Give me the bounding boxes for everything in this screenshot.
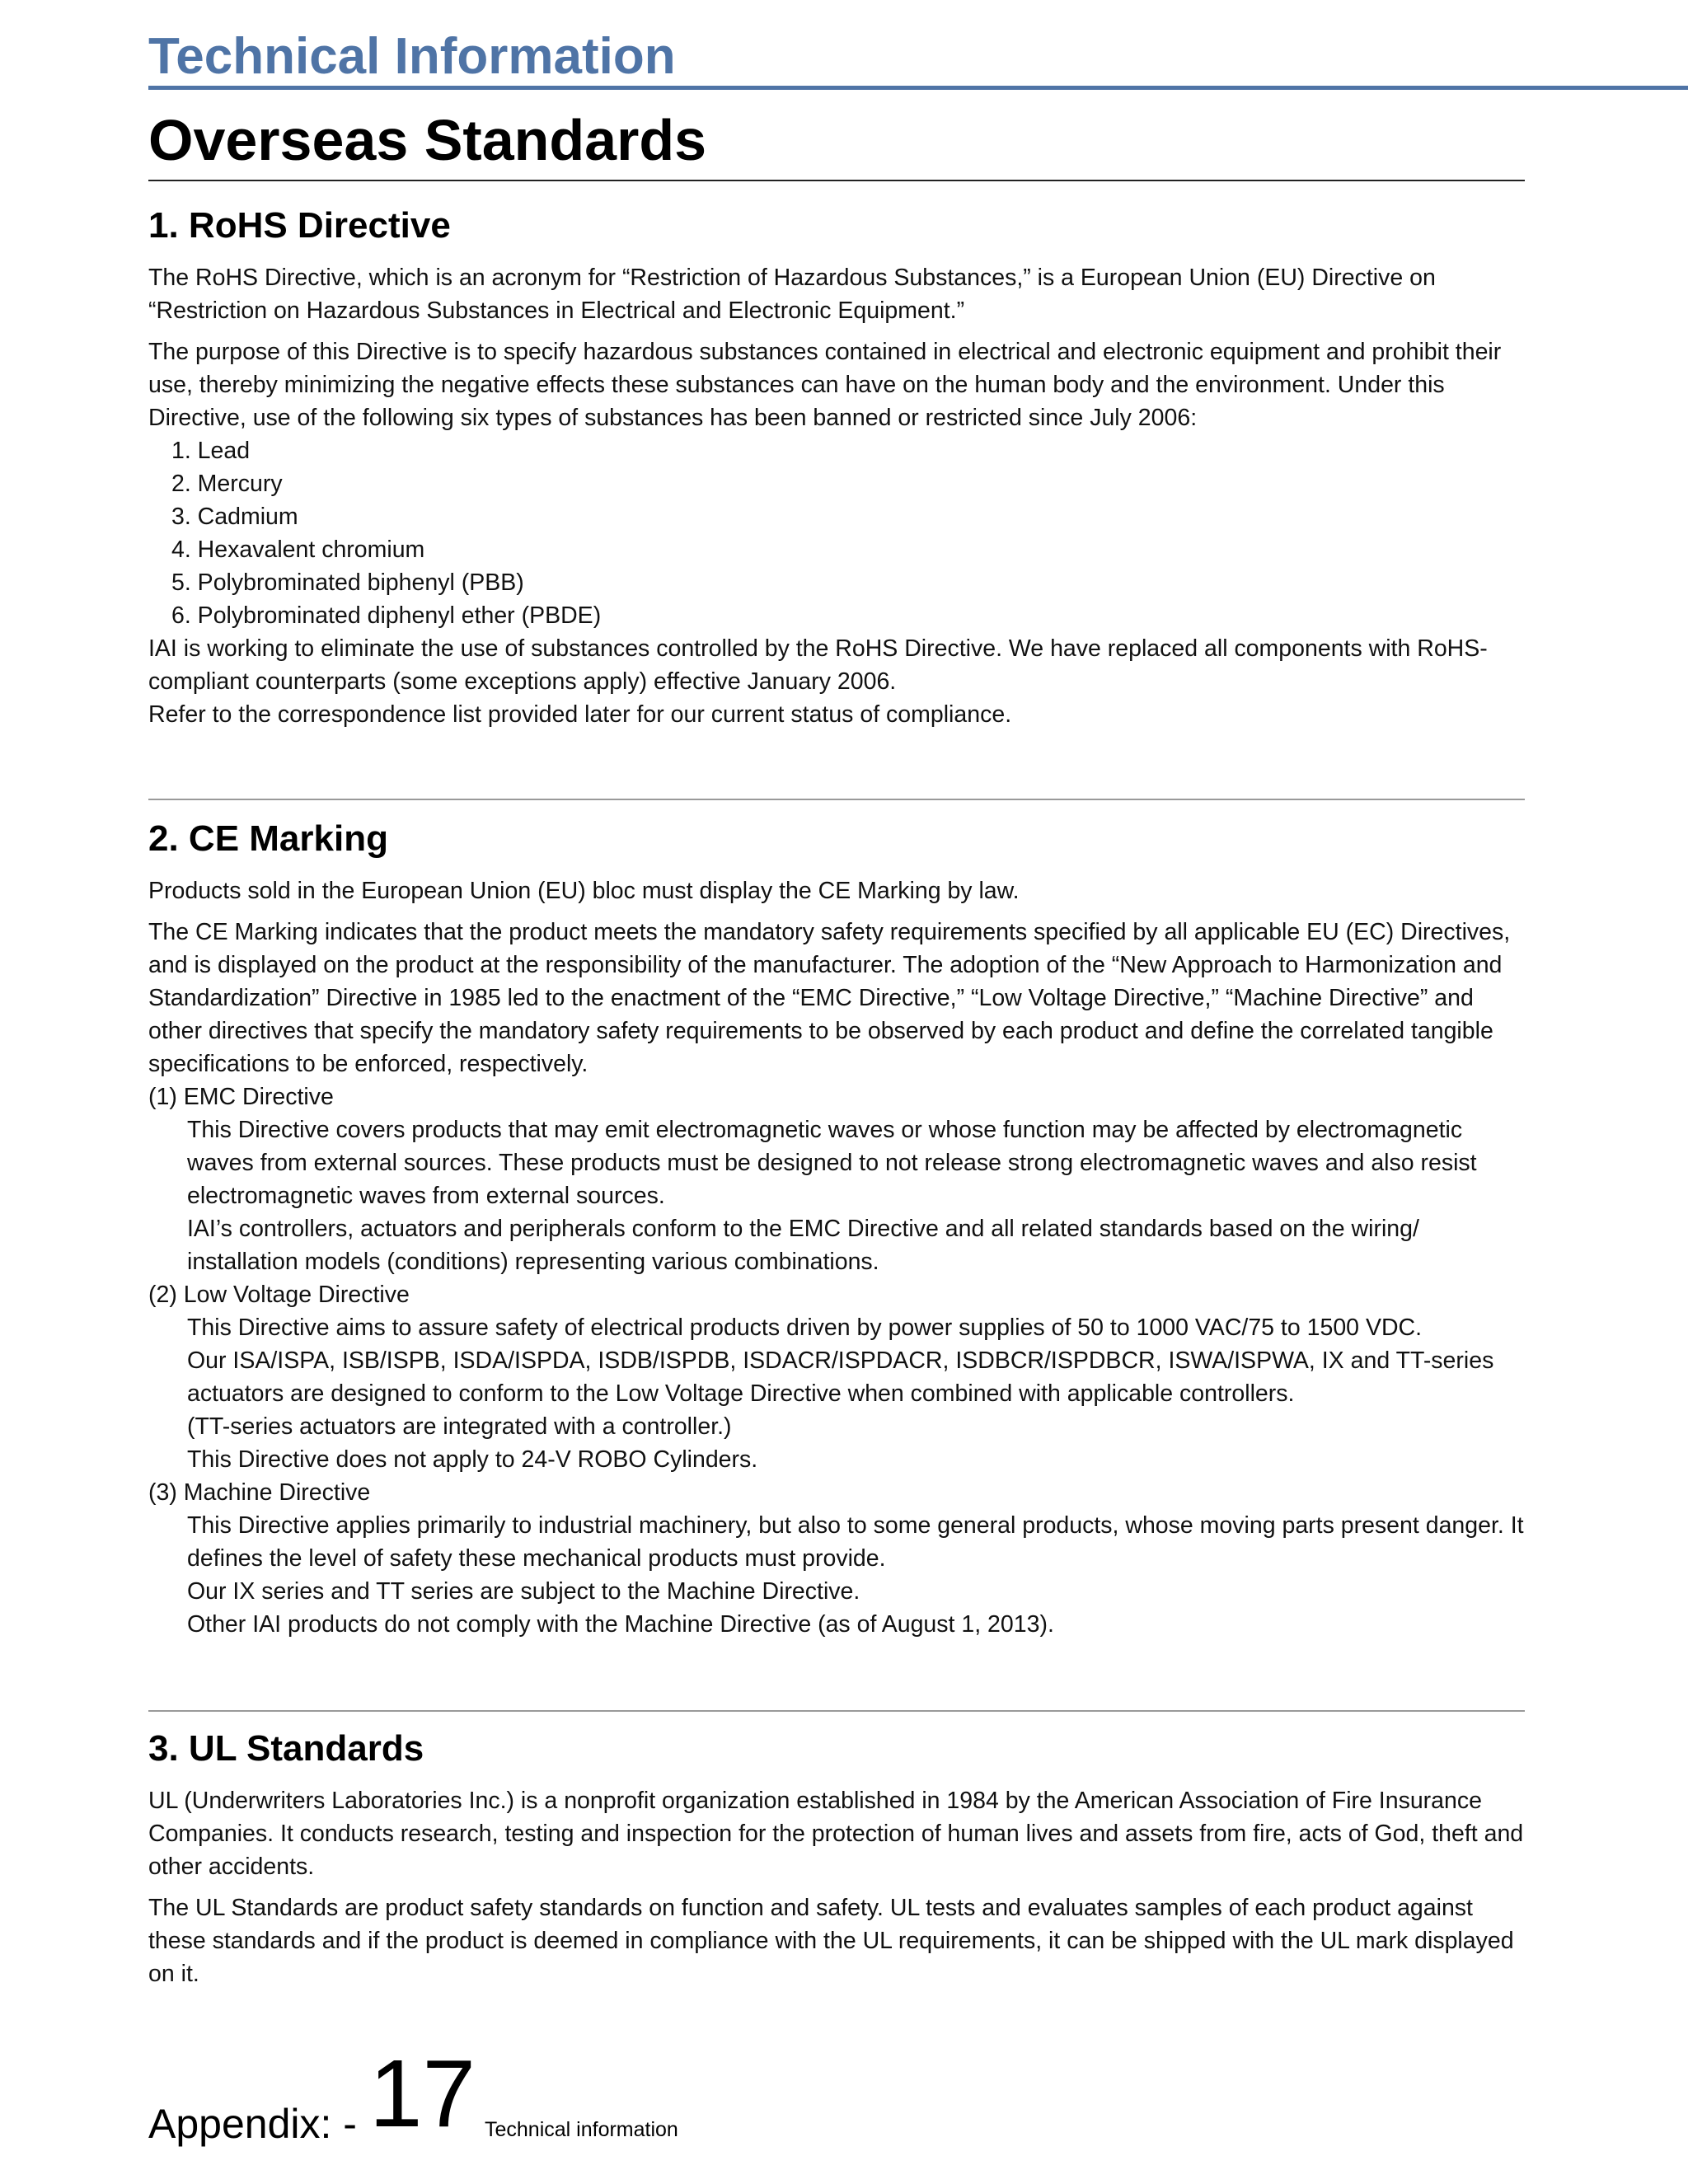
section-ce-marking xyxy=(148,818,1526,1641)
substance-item: 5. Polybrominated biphenyl (PBB) xyxy=(171,569,524,596)
emc-directive-title: (1) EMC Directive xyxy=(148,1083,334,1110)
low-voltage-directive-text: This Directive does not apply to 24-V ROBO Cylinders. xyxy=(187,1446,758,1473)
machine-directive-title: (3) Machine Directive xyxy=(148,1479,371,1506)
rohs-paragraph-4: Refer to the correspondence list provided later for our current status of compliance. xyxy=(148,701,1012,728)
ce-paragraph-1: Products sold in the European Union (EU) bloc must display the CE Marking by law. xyxy=(148,877,1020,904)
rohs-paragraph-3: IAI is working to eliminate the use of substances controlled by the RoHS Directive. We have replaced all components with RoHS-compliant counterparts (some exceptions apply) effective January 2006. xyxy=(148,635,1488,695)
ce-paragraph-2: The CE Marking indicates that the product meets the mandatory safety requirements specified by all applicable EU (EC) Directives, and is displayed on the product at the responsibility of the manufacturer. The adoption of the “New Approach to Harmonization and Standardization” Directive in 1985 led to the enactment of the “EMC Directive,” “Low Voltage Directive,” “Machine Directive” and other directives that specify the mandatory safety requirements to be observed by each product and define the correlated tangible specifications to be enforced, respectively. xyxy=(148,918,1511,1077)
section-heading-ul: 3. UL Standards xyxy=(148,1728,424,1769)
section-rohs xyxy=(148,204,1526,731)
header-rule xyxy=(148,86,1688,90)
substance-item: 6. Polybrominated diphenyl ether (PBDE) xyxy=(171,602,602,629)
emc-directive-text: IAI’s controllers, actuators and peripherals conform to the EMC Directive and all related standards based on the wiring/ installation models (conditions) representing various combinations. xyxy=(187,1215,1419,1275)
machine-directive-text: This Directive applies primarily to industrial machinery, but also to some general products, whose moving parts present danger. It defines the level of safety these mechanical products must provide. xyxy=(187,1511,1524,1572)
header-section-label: Technical Information xyxy=(148,28,676,85)
emc-directive-text: This Directive covers products that may emit electromagnetic waves or whose function may be affected by electromagnetic waves from external sources. These products must be designed to not release strong electromagnetic waves and also resist electromagnetic waves from external sources. xyxy=(187,1116,1477,1209)
low-voltage-directive-text: This Directive aims to assure safety of electrical products driven by power supplies of 50 to 1000 VAC/75 to 1500 VDC. xyxy=(187,1314,1423,1341)
substance-item: 4. Hexavalent chromium xyxy=(171,536,425,563)
machine-directive-text: Other IAI products do not comply with the Machine Directive (as of August 1, 2013). xyxy=(187,1610,1054,1638)
section-divider xyxy=(148,1710,1525,1712)
low-voltage-directive-title: (2) Low Voltage Directive xyxy=(148,1281,410,1308)
ul-paragraph-2: The UL Standards are product safety standards on function and safety. UL tests and evaluates samples of each product against these standards and if the product is deemed in compliance with the UL requirements, it can be shipped with the UL mark displayed on it. xyxy=(148,1894,1514,1987)
footer-prefix: Appendix: - xyxy=(148,2101,357,2147)
substance-item: 1. Lead xyxy=(171,437,251,464)
section-heading-ce: 2. CE Marking xyxy=(148,818,388,859)
rohs-paragraph-2: The purpose of this Directive is to specify hazardous substances contained in electrical and electronic equipment and prohibit their use, thereby minimizing the negative effects these substances can have on the human body and the environment. Under this Directive, use of the following six types of substances has been banned or restricted since July 2006: xyxy=(148,338,1502,431)
page-title: Overseas Standards xyxy=(148,108,707,172)
title-rule xyxy=(148,180,1525,181)
rohs-paragraph-1: The RoHS Directive, which is an acronym for “Restriction of Hazardous Substances,” is a European Union (EU) Directive on “Restriction on Hazardous Substances in Electrical and Electronic Equipment.” xyxy=(148,264,1436,324)
page-number: 17 xyxy=(369,2040,476,2147)
substance-item: 3. Cadmium xyxy=(171,503,298,530)
substance-item: 2. Mercury xyxy=(171,470,283,497)
footer-label: Technical information xyxy=(485,2118,678,2141)
machine-directive-text: Our IX series and TT series are subject to the Machine Directive. xyxy=(187,1577,860,1605)
low-voltage-directive-text: (TT-series actuators are integrated with a controller.) xyxy=(187,1413,732,1440)
section-heading-rohs: 1. RoHS Directive xyxy=(148,205,451,246)
low-voltage-directive-text: Our ISA/ISPA, ISB/ISPB, ISDA/ISPDA, ISDB/ISPDB, ISDACR/ISPDACR, ISDBCR/ISPDBCR, ISWA/ISPWA, IX and TT-series actuators are designed to conform to the Low Voltage Directive when combined with applicable controllers. xyxy=(187,1347,1494,1407)
section-ul-standards xyxy=(148,1727,1526,1990)
section-divider xyxy=(148,799,1525,800)
ul-paragraph-1: UL (Underwriters Laboratories Inc.) is a nonprofit organization established in 1984 by the American Association of Fire Insurance Companies. It conducts research, testing and inspection for the protection of human lives and assets from fire, acts of God, theft and other accidents. xyxy=(148,1787,1524,1880)
